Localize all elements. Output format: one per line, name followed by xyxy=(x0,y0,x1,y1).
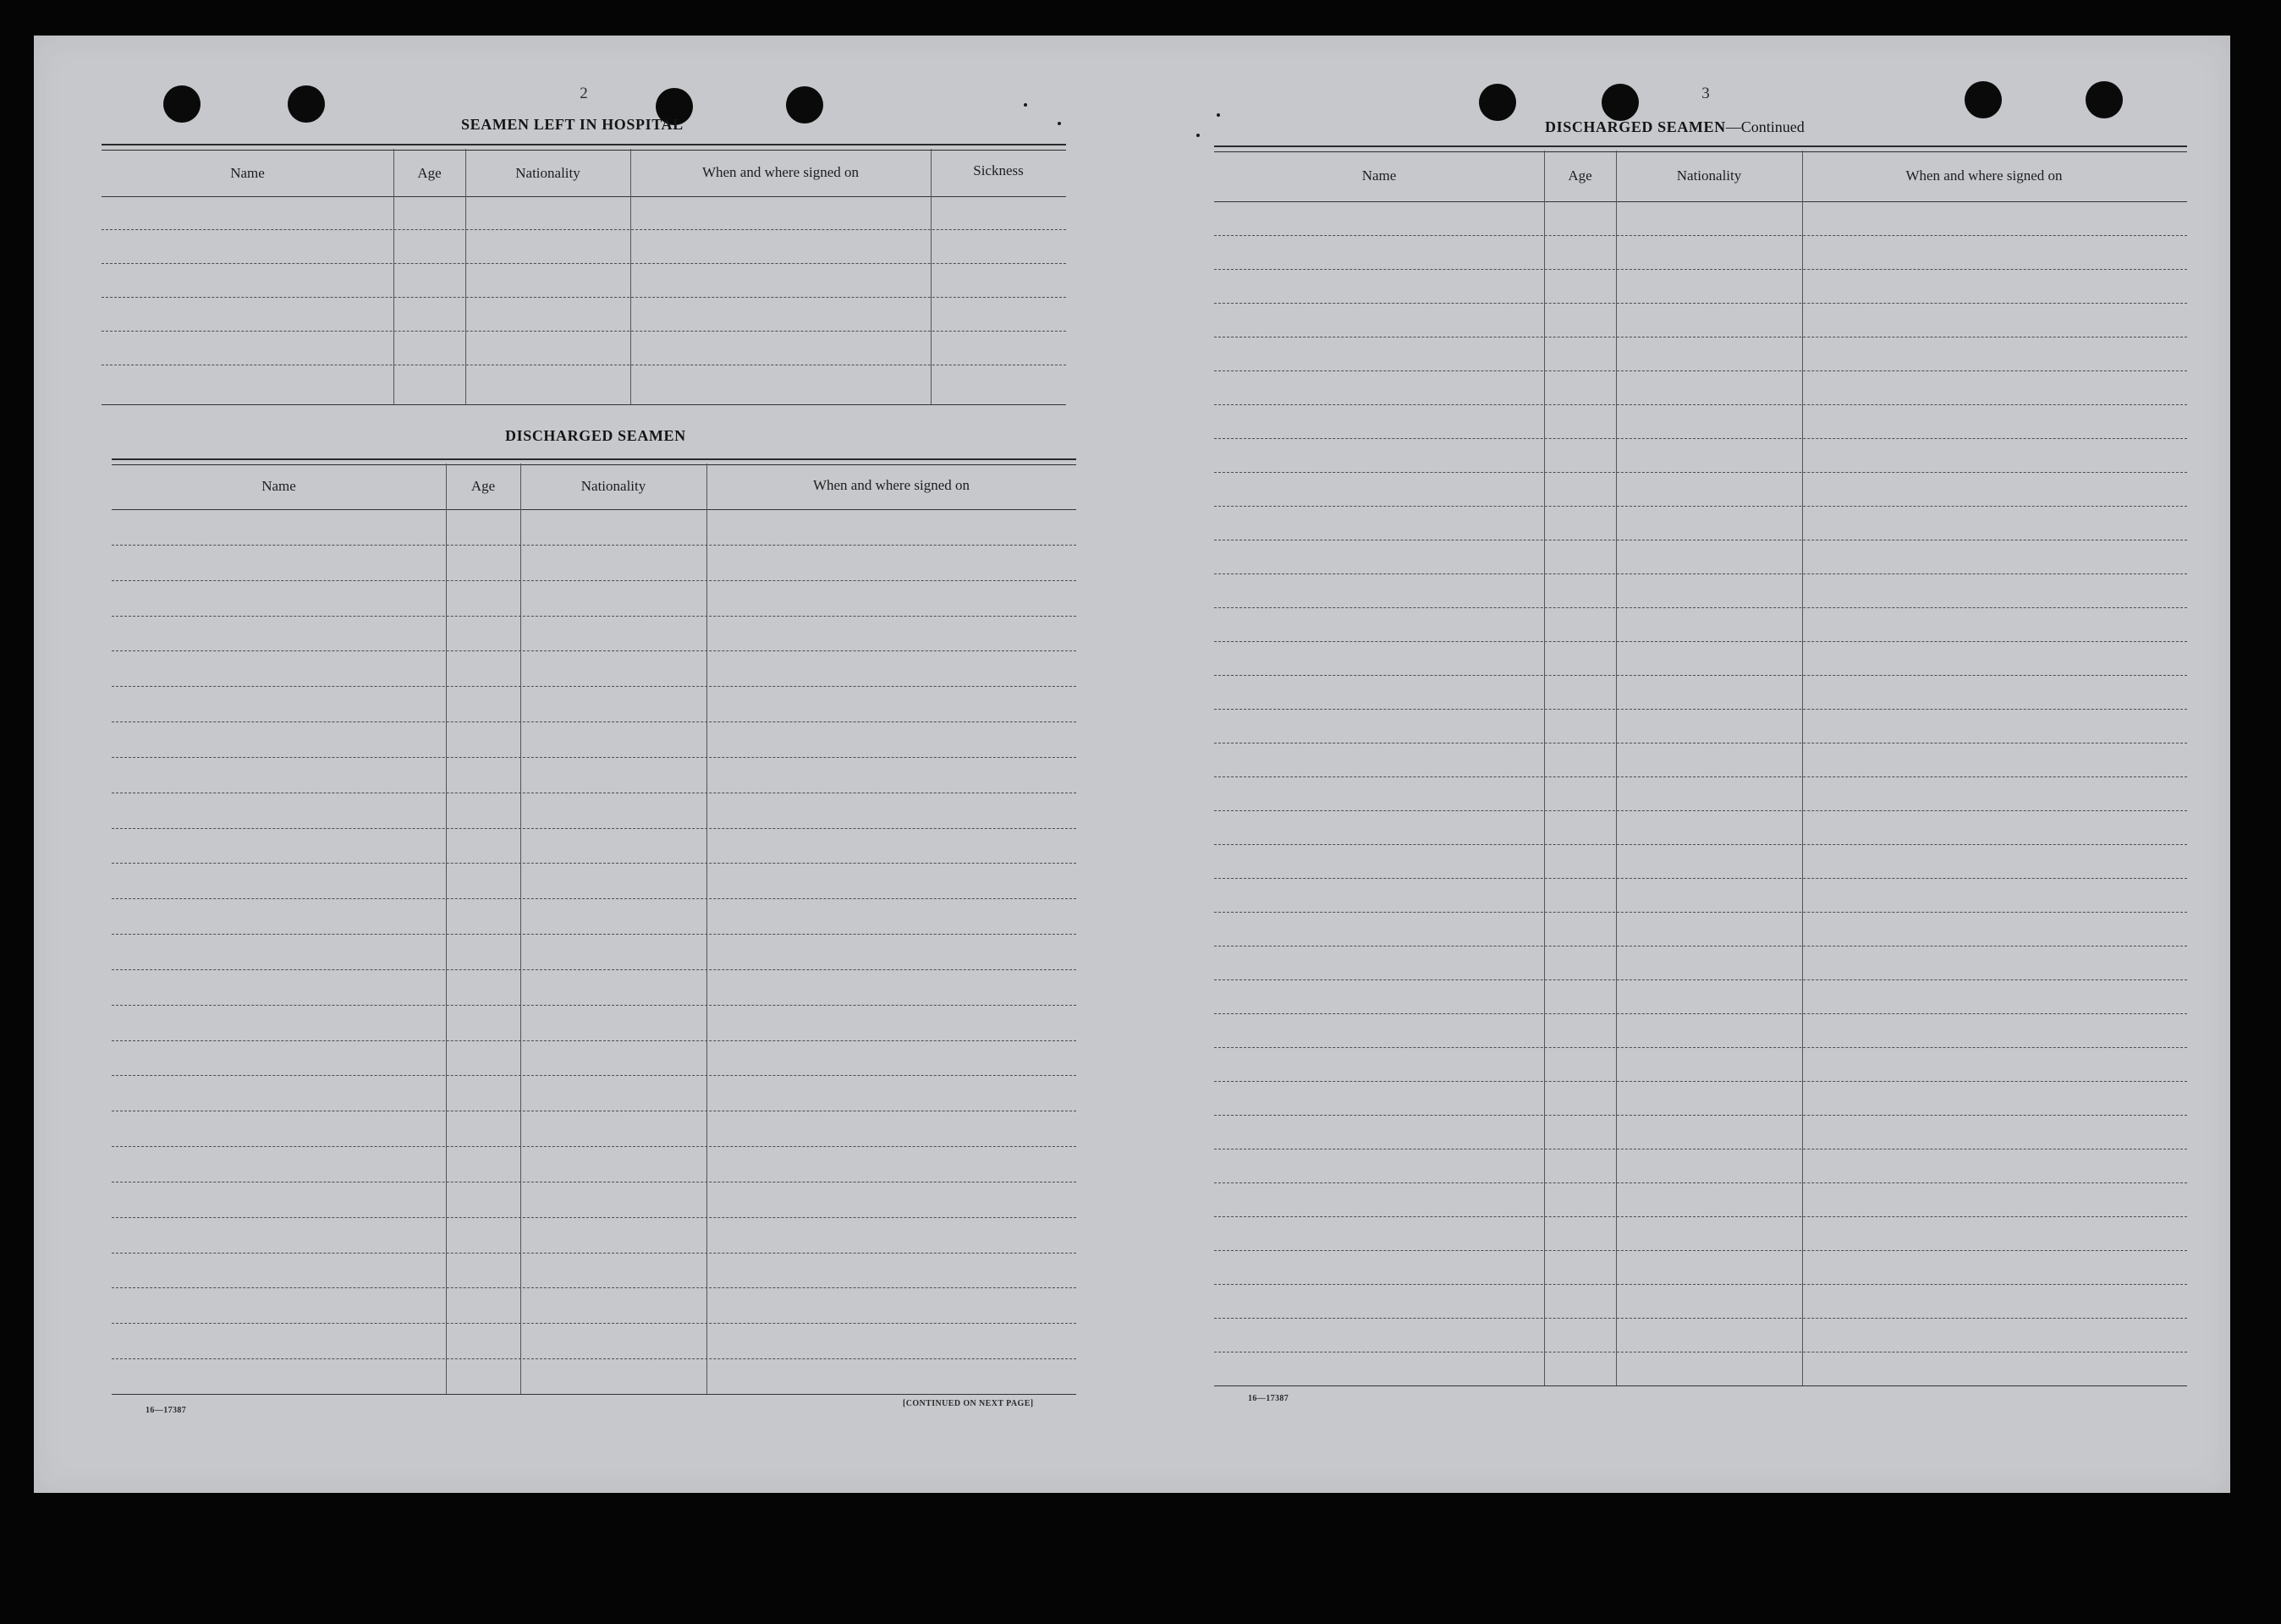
header-bottom-rule xyxy=(112,509,1076,510)
table-row xyxy=(1214,979,2187,980)
punch-hole xyxy=(163,85,201,123)
table-row xyxy=(1214,404,2187,405)
column-divider xyxy=(1616,151,1617,1385)
header-bottom-rule xyxy=(1214,201,2187,202)
table-row xyxy=(1214,878,2187,879)
table-row xyxy=(1214,607,2187,608)
table-row xyxy=(112,1005,1076,1006)
ink-speck xyxy=(1024,103,1027,107)
table-row xyxy=(112,828,1076,829)
col-header-age: Age xyxy=(470,478,496,494)
table-row xyxy=(1214,912,2187,913)
table-row xyxy=(1214,1182,2187,1183)
discharged-table-right xyxy=(1214,145,2187,1423)
ink-speck xyxy=(1217,113,1220,117)
discharged-table-left xyxy=(112,458,1076,1431)
discharged-section-title: DISCHARGED SEAMEN xyxy=(505,427,686,444)
table-row xyxy=(112,650,1076,651)
col-header-age: Age xyxy=(417,165,442,181)
table-row xyxy=(1214,472,2187,473)
table-row xyxy=(102,263,1066,264)
hospital-table xyxy=(102,144,1066,413)
table-bottom-rule xyxy=(1214,1385,2187,1386)
table-row xyxy=(112,686,1076,687)
column-divider xyxy=(1802,151,1803,1385)
table-row xyxy=(112,1146,1076,1147)
col-header-signed-on: When and where signed on xyxy=(701,164,860,180)
table-row xyxy=(112,721,1076,722)
col-header-nationality: Nationality xyxy=(580,478,646,494)
col-header-age: Age xyxy=(1568,167,1592,184)
table-bottom-rule xyxy=(102,404,1066,405)
table-row xyxy=(1214,675,2187,676)
hospital-section-title: SEAMEN LEFT IN HOSPITAL xyxy=(461,116,684,133)
table-row xyxy=(1214,370,2187,371)
table-row xyxy=(1214,235,2187,236)
col-header-sickness: Sickness xyxy=(973,162,1024,178)
form-code-right: 16—17387 xyxy=(1248,1394,1289,1403)
table-row xyxy=(102,331,1066,332)
table-row xyxy=(1214,641,2187,642)
table-row xyxy=(112,1287,1076,1288)
page-number-right: 3 xyxy=(1701,85,1710,102)
column-divider xyxy=(520,464,521,1394)
table-row xyxy=(1214,438,2187,439)
table-row xyxy=(112,969,1076,970)
table-bottom-rule xyxy=(112,1394,1076,1395)
table-row xyxy=(112,616,1076,617)
col-header-signed-on: When and where signed on xyxy=(1905,167,2063,184)
table-row xyxy=(1214,506,2187,507)
column-divider xyxy=(393,149,394,404)
table-row xyxy=(1214,776,2187,777)
discharged-continued-title xyxy=(1545,118,1805,136)
table-row xyxy=(1214,1284,2187,1285)
column-divider xyxy=(931,149,932,404)
table-row xyxy=(1214,810,2187,811)
col-header-name: Name xyxy=(1361,167,1397,184)
ink-speck xyxy=(1058,122,1061,125)
punch-hole xyxy=(1602,84,1639,121)
continued-note: [CONTINUED ON NEXT PAGE] xyxy=(903,1399,1034,1408)
table-row xyxy=(1214,1081,2187,1082)
table-row xyxy=(112,1358,1076,1359)
table-row xyxy=(1214,1047,2187,1048)
table-row xyxy=(112,1217,1076,1218)
column-divider xyxy=(630,149,631,404)
table-row xyxy=(112,1040,1076,1041)
punch-hole xyxy=(786,86,823,123)
punch-hole xyxy=(288,85,325,123)
table-row xyxy=(112,545,1076,546)
header-bottom-rule xyxy=(102,196,1066,197)
col-header-nationality: Nationality xyxy=(515,165,580,181)
table-row xyxy=(112,1323,1076,1324)
discharged-continued-suffix: —Continued xyxy=(1725,118,1805,135)
table-row xyxy=(1214,303,2187,304)
page-number-left: 2 xyxy=(580,85,588,102)
table-row xyxy=(1214,573,2187,574)
column-divider xyxy=(465,149,466,404)
col-header-name: Name xyxy=(261,478,296,494)
col-header-signed-on: When and where signed on xyxy=(812,477,970,493)
col-header-name: Name xyxy=(230,165,265,181)
col-header-nationality: Nationality xyxy=(1676,167,1742,184)
ink-speck xyxy=(1196,134,1200,137)
punch-hole xyxy=(1965,81,2002,118)
table-row xyxy=(112,580,1076,581)
table-row xyxy=(1214,1115,2187,1116)
discharged-continued-title-main: DISCHARGED SEAMEN xyxy=(1545,118,1726,135)
table-top-rule xyxy=(1214,145,2187,152)
table-row xyxy=(112,863,1076,864)
punch-hole xyxy=(1479,84,1516,121)
table-row xyxy=(112,1075,1076,1076)
table-row xyxy=(1214,709,2187,710)
column-divider xyxy=(446,464,447,1394)
table-row xyxy=(1214,844,2187,845)
table-row xyxy=(1214,1216,2187,1217)
table-top-rule xyxy=(102,144,1066,151)
column-divider xyxy=(1544,151,1545,1385)
table-row xyxy=(102,229,1066,230)
table-row xyxy=(112,934,1076,935)
table-row xyxy=(102,297,1066,298)
table-top-rule xyxy=(112,458,1076,465)
table-row xyxy=(112,1253,1076,1254)
table-row xyxy=(112,898,1076,899)
table-row xyxy=(1214,269,2187,270)
table-row xyxy=(112,757,1076,758)
paper-sheet xyxy=(34,36,2230,1493)
column-divider xyxy=(706,464,707,1394)
table-row xyxy=(1214,1250,2187,1251)
table-row xyxy=(1214,1318,2187,1319)
table-row xyxy=(1214,1013,2187,1014)
form-code-left: 16—17387 xyxy=(146,1406,187,1415)
punch-hole xyxy=(2086,81,2123,118)
